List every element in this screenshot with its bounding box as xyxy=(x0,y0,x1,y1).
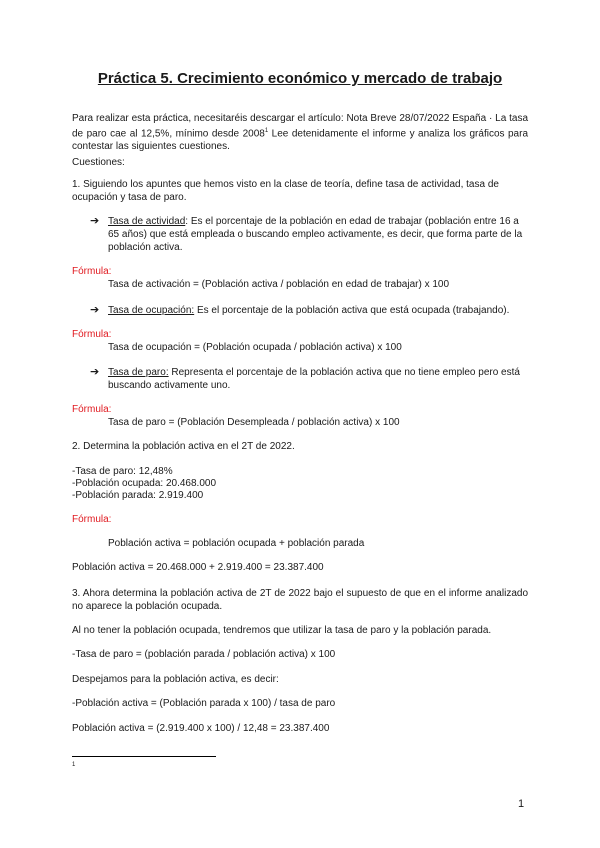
q3-paragraph-3: Despejamos para la población activa, es decir: xyxy=(72,674,279,685)
definition-paro-text: Representa el porcentaje de la población activa que no tiene empleo pero está buscando activamente uno. xyxy=(108,367,520,391)
arrow-icon: ➔ xyxy=(90,215,100,227)
definition-paro xyxy=(108,366,528,392)
definition-actividad xyxy=(108,215,528,254)
question-2: 2. Determina la población activa en el 2T de 2022. xyxy=(72,441,295,452)
data-line: -Tasa de paro: 12,48% xyxy=(72,466,173,477)
data-line: -Población parada: 2.919.400 xyxy=(72,490,204,501)
formula-label-1: Fórmula: xyxy=(72,266,112,277)
intro-paragraph xyxy=(72,112,528,153)
footnote-divider xyxy=(72,756,216,757)
arrow-icon: ➔ xyxy=(90,304,100,316)
arrow-icon: ➔ xyxy=(90,366,100,378)
cuestiones-heading: Cuestiones: xyxy=(72,157,125,168)
q3-paragraph-1: Al no tener la población ocupada, tendremos que utilizar la tasa de paro y la población parada. xyxy=(72,625,492,636)
definition-actividad-text: : Es el porcentaje de la población en edad de trabajar (población entre 16 a 65 años) que está empleada o buscando empleo activamente, es decir, que forma parte de la población activa. xyxy=(108,216,523,253)
data-line: -Población ocupada: 20.468.000 xyxy=(72,478,217,489)
question-3: 3. Ahora determina la población activa de 2T de 2022 bajo el supuesto de que en el informe analizado no aparece la población ocupada. xyxy=(72,588,528,612)
question-1: 1. Siguiendo los apuntes que hemos visto en la clase de teoría, define tasa de actividad, tasa de ocupación y tasa de paro. xyxy=(72,179,499,203)
formula-paro: Tasa de paro = (Población Desempleada / población activa) x 100 xyxy=(108,417,400,428)
definition-ocupacion xyxy=(108,304,528,317)
term-ocupacion: Tasa de ocupación: xyxy=(108,305,195,316)
term-paro: Tasa de paro: xyxy=(108,367,169,378)
formula-actividad: Tasa de activación = (Población activa / población en edad de trabajar) x 100 xyxy=(108,279,450,290)
definition-ocupacion-text: Es el porcentaje de la población activa que está ocupada (trabajando). xyxy=(194,305,510,316)
page-number: 1 xyxy=(518,798,525,810)
intro-text-after: Lee detenidamente el informe y analiza los gráficos para contestar las siguientes cuestiones. xyxy=(72,128,529,153)
q3-paragraph-5: Población activa = (2.919.400 x 100) / 12,48 = 23.387.400 xyxy=(72,723,330,734)
term-actividad: Tasa de actividad xyxy=(108,216,186,227)
q3-paragraph-4: -Población activa = (Población parada x 100) / tasa de paro xyxy=(72,698,336,709)
formula-label-4: Fórmula: xyxy=(72,514,112,525)
formula-poblacion: Población activa = población ocupada + población parada xyxy=(108,538,365,549)
footnote-ref[interactable]: 1 xyxy=(264,128,269,134)
result-q2: Población activa = 20.468.000 + 2.919.400 = 23.387.400 xyxy=(72,562,324,573)
intro-text: Para realizar esta práctica, necesitaréis descargar el artículo: Nota Breve 28/07/2022 España · La tasa de paro cae al 12,5%, mínimo desde 2008 xyxy=(72,113,528,140)
footnote-number: 1 xyxy=(72,762,76,768)
formula-label-2: Fórmula: xyxy=(72,329,112,340)
page-title: Práctica 5. Crecimiento económico y mercado de trabajo xyxy=(97,70,503,87)
formula-label-3: Fórmula: xyxy=(72,404,112,415)
formula-ocupacion: Tasa de ocupación = (Población ocupada / población activa) x 100 xyxy=(108,342,402,353)
q3-paragraph-2: -Tasa de paro = (población parada / población activa) x 100 xyxy=(72,649,336,660)
